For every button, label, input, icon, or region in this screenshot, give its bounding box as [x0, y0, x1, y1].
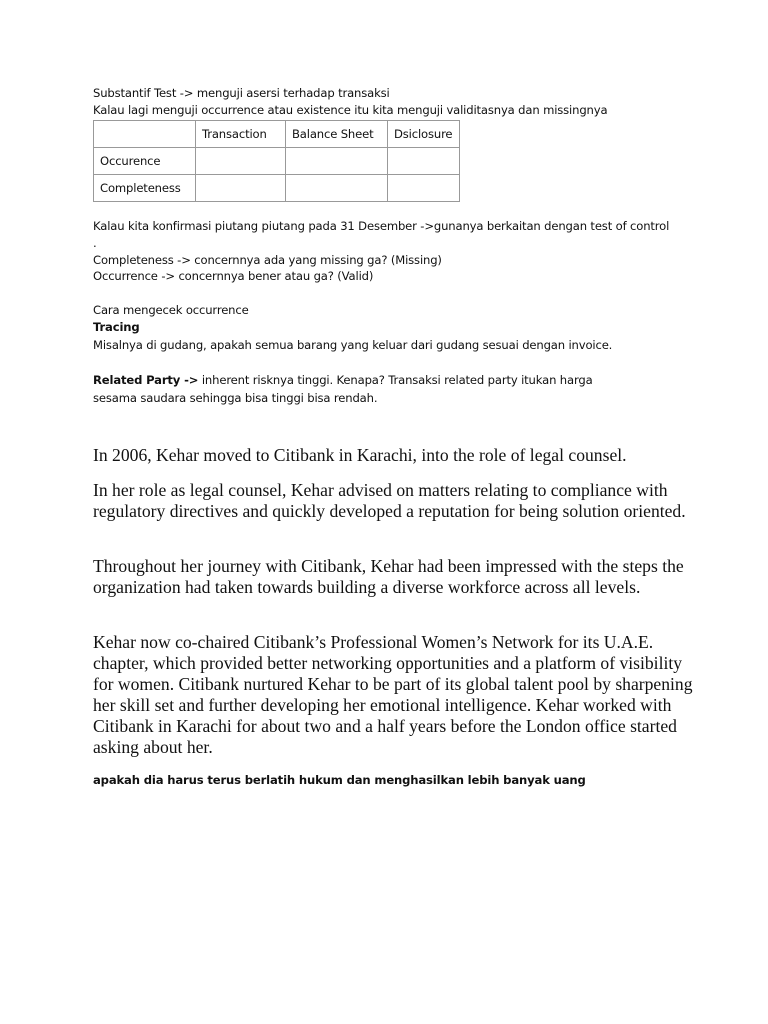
story-paragraph: Kehar now co-chaired Citibank’s Professional Women’s Network for its U.A.E. chapter, which provided better networking opportunities and a platform of visibility for women. Citibank nurtured Kehar to be part of its global talent pool by sharpening her skill set and further developing her emotional intelligence. Kehar worked with Citibank in Karachi for about two and a half years before the London office started asking about her.	[93, 632, 693, 757]
table-header-row	[94, 121, 460, 148]
table-cell	[388, 175, 460, 202]
table-cell	[286, 175, 388, 202]
note-occurrence-existence: Kalau lagi menguji occurrence atau existence itu kita menguji validitasnya dan missingnya	[93, 103, 608, 117]
related-party-label: Related Party ->	[93, 373, 199, 387]
table-row-label: Completeness	[94, 175, 196, 202]
table-cell	[286, 148, 388, 175]
note-period: .	[93, 236, 97, 250]
table-header-cell: Transaction	[196, 121, 286, 148]
story-paragraph: In 2006, Kehar moved to Citibank in Karachi, into the role of legal counsel.	[93, 445, 627, 465]
table-header-cell: Balance Sheet	[286, 121, 388, 148]
note-completeness: Completeness -> concernnya ada yang missing ga? (Missing)	[93, 253, 442, 267]
table-cell	[196, 175, 286, 202]
table-cell	[388, 148, 460, 175]
table-row	[94, 148, 460, 175]
note-confirmation: Kalau kita konfirmasi piutang piutang pada 31 Desember ->gunanya berkaitan dengan test of control	[93, 219, 670, 233]
table-row-label: Occurence	[94, 148, 196, 175]
note-tracing: Tracing	[93, 320, 140, 334]
table-cell	[196, 148, 286, 175]
note-related-party-cont: sesama saudara sehingga bisa tinggi bisa rendah.	[93, 391, 378, 405]
table-header-cell	[94, 121, 196, 148]
story-paragraph: In her role as legal counsel, Kehar advised on matters relating to compliance with regulatory directives and quickly developed a reputation for being solution oriented.	[93, 480, 686, 521]
note-check-occurrence: Cara mengecek occurrence	[93, 303, 249, 317]
note-substantive-test: Substantif Test -> menguji asersi terhadap transaksi	[93, 86, 390, 100]
footer-question: apakah dia harus terus berlatih hukum dan menghasilkan lebih banyak uang	[93, 773, 586, 787]
note-warehouse-example: Misalnya di gudang, apakah semua barang yang keluar dari gudang sesuai dengan invoice.	[93, 338, 613, 352]
table-row	[94, 175, 460, 202]
note-occurrence: Occurrence -> concernnya bener atau ga? (Valid)	[93, 269, 374, 283]
table-header-cell: Dsiclosure	[388, 121, 460, 148]
story-paragraph: Throughout her journey with Citibank, Kehar had been impressed with the steps the organization had taken towards building a diverse workforce across all levels.	[93, 556, 684, 597]
note-related-party	[93, 373, 593, 387]
related-party-text: inherent risknya tinggi. Kenapa? Transaksi related party itukan harga	[198, 373, 593, 387]
assertion-table	[93, 120, 460, 202]
